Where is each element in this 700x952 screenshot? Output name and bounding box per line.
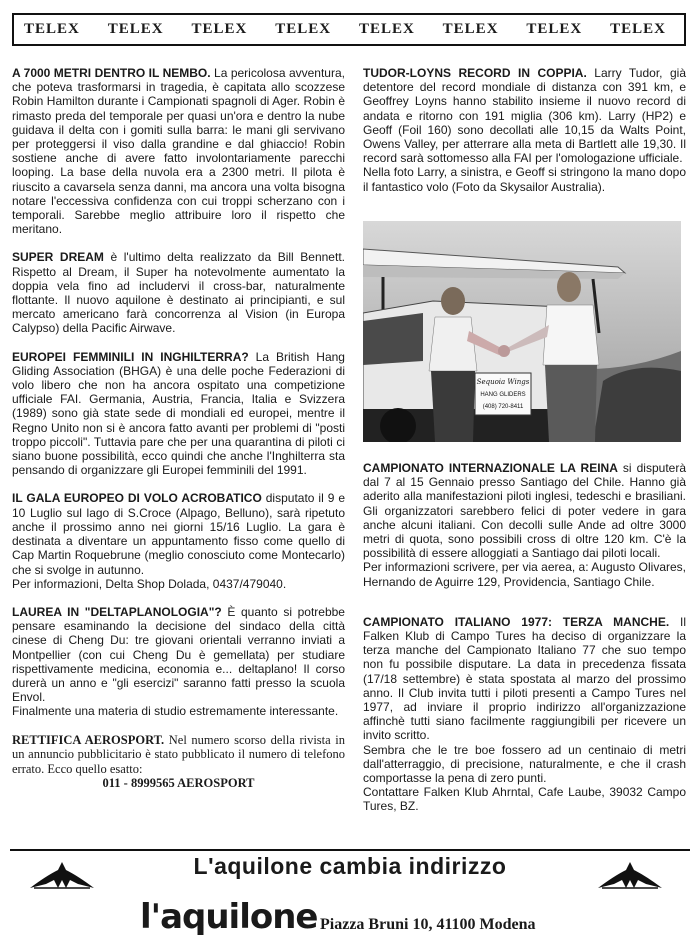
article-super-dream <box>12 250 345 335</box>
article-body: La British Hang Gliding Association (BHGA) è una delle poche Federazioni di volo libero che non ha ancora ospitato una competizione ufficiale FAI. Germania, Austria, Francia, Italia e Svizzera (1989) sono già state sede di mondiali ed europei, mentre il Regno Unito non si è ancora fatto avanti per problemi di "posti troppo piccoli". Tuttavia pare che per una quarantina di piloti ci siano buone possibilità, ecco quindi che anche l'Inghilterra sta pensando di organizzare gli Europei femminili del 1991. <box>12 349 345 478</box>
photo-pilots-handshake <box>363 221 681 442</box>
telex-header-bar <box>12 13 686 46</box>
article-la-reina <box>363 461 686 589</box>
right-column-top <box>363 66 686 208</box>
photo-caption: Nella foto Larry, a sinistra, e Geoff si stringono la mano dopo il fantastico volo (Foto da Skysailor Australia). <box>363 165 686 194</box>
article-deltaplanologia <box>12 605 345 719</box>
article-headline: CAMPIONATO ITALIANO 1977: TERZA MANCHE. <box>363 614 670 629</box>
telex-label: TELEX <box>442 21 499 37</box>
article-body: Nel numero scorso della rivista in un annuncio pubblicitario è stato pubblicato il numero di telefono errato. Ecco quello esatto: <box>12 732 345 776</box>
article-headline: A 7000 METRI DENTRO IL NEMBO. <box>12 66 211 80</box>
footer-address: Piazza Bruni 10, 41100 Modena <box>320 916 536 933</box>
article-info: Per informazioni scrivere, per via aerea, a: Augusto Olivares, Hernando de Aguirre 129, Providencia, Santiago Chile. <box>363 560 686 589</box>
telex-label: TELEX <box>275 21 332 37</box>
article-body: è l'ultimo delta realizzato da Bill Bennett. Rispetto al Dream, il Super ha notevolmente aumentato la doppia vela fino ad includervi il cross-bar, naturalmente flottante. Il nuovo aquilone è destinato ai principianti, e sul mercato americano farà concorrenza al Vision (in Europa Calypso) della Pacific Airwave. <box>12 250 345 336</box>
article-headline: SUPER DREAM <box>12 250 104 265</box>
article-headline: IL GALA EUROPEO DI VOLO ACROBATICO <box>12 491 262 506</box>
aquilone-logo: l'aquilone <box>140 897 318 937</box>
telex-label: TELEX <box>107 21 164 37</box>
left-column <box>12 66 345 805</box>
article-body: È quanto si potrebbe pensare esaminando la decisione del sindaco della città cinese di Cheng Du: tre giovani orientali verranno inviati a Montpellier (con cui Cheng Du è gemellata) per studiare rispettivamente medicina, economia e... deltaplano! Il corso durerà un anno e "gli esercizi" saranno fatti presso la scuola Envol. <box>12 604 345 705</box>
telex-label: TELEX <box>610 21 666 37</box>
footer-divider <box>10 849 690 851</box>
sign-brand: Sequoia Wings <box>476 378 530 386</box>
photo-illustration <box>363 221 681 442</box>
article-info: Per informazioni, Delta Shop Dolada, 0437/479040. <box>12 576 287 591</box>
article-tudor-loyns <box>363 66 686 194</box>
sign-subtitle: HANG GLIDERS <box>480 392 526 398</box>
article-body: Il Falken Klub di Campo Tures ha deciso di organizzare la terza manche del Campionato Italiano 77 che suo tempo non fu possibile disputare. La data in precedenza fissata (17/18 settembre) è stata spostata al marzo del prossimo anno. Il Club invita tutti i piloti presenti a Campo Tures nel 1977, ad inviare il proprio indirizzo all'organizzazione affinchè tutti siano facilmente raggiungibili per ricevere un invito scritto. <box>363 614 686 743</box>
article-campionato-italiano <box>363 615 686 814</box>
article-nembo <box>12 66 345 236</box>
telex-label: TELEX <box>24 21 80 37</box>
article-headline: RETTIFICA AEROSPORT. <box>12 732 165 747</box>
article-contact: Contattare Falken Klub Ahrntal, Cafe Laube, 39032 Campo Tures, BZ. <box>363 785 686 814</box>
telex-label: TELEX <box>191 21 248 37</box>
article-gala-acrobatico <box>12 491 345 590</box>
telex-label: TELEX <box>358 21 415 37</box>
article-headline: LAUREA IN "DELTAPLANOLOGIA"? <box>12 604 222 619</box>
phone-number: 011 - 8999565 AEROSPORT <box>102 776 255 791</box>
article-closing: Finalmente una materia di studio estremamente interessante. <box>12 704 339 719</box>
article-body: Larry Tudor, già detentore del record mondiale di distanza con 391 km, e Geoffrey Loyns hanno stabilito insieme il nuovo record di andata e ritorno con 191 miglia (306 km). Larry (HP2) e Geoff (Foil 160) sono decollati alle 10,15 da Walts Point, Owens Valley, per atterrare alla meta di Bartlett alle 19,30. Il record sarà sottomesso alla FAI per l'omologazione ufficiale. <box>363 66 686 166</box>
sign-phone: (408) 720-8411 <box>482 404 524 410</box>
article-body: disputato il 9 e 10 Luglio sul lago di S.Croce (Alpago, Belluno), sarà ripetuto anche il prossimo anno nei giorni 15/16 Luglio. La gara è destinata a diventare un appuntamento fisso come quello di Cap Martin Roquebrune (meglio conosciuto come Montecarlo) che si svolge in autunno. <box>12 491 346 577</box>
article-rettifica <box>12 733 345 791</box>
telex-label: TELEX <box>526 21 583 37</box>
article-headline: TUDOR-LOYNS RECORD IN COPPIA. <box>363 66 587 80</box>
article-body: La pericolosa avventura, che poteva trasformarsi in tragedia, è capitata allo scozzese Robin Hamilton durante i Campionati spagnoli di Ager. Robin è rimasto preda del temporale per quasi un'ora e dentro la nube guidava il delta con i gomiti sulla barra: le mani gli servivano per proteggersi il viso dalla grandine e dal ghiaccio! Robin sostiene anche di avere fatto involontariamente parecchi looping. La base della nuvola era a 2300 metri. Il pilota è riuscito a cavarsela senza danni, ma ancora una volta bisogna notare l'eccessiva confidenza con cui troppi scherzano con i temporali. Sarebbe meglio attribuire loro il rispetto che meritano. <box>12 66 345 237</box>
article-headline: CAMPIONATO INTERNAZIONALE LA REINA <box>363 461 618 475</box>
footer-title: L'aquilone cambia indirizzo <box>193 853 507 879</box>
article-europei-femminili <box>12 350 345 478</box>
article-body: si disputerà dal 7 al 15 Gennaio presso Santiago del Chile. Hanno già aderito alla manifestazioni piloti inglesi, tedeschi e brasiliani. Gli organizzatori sarebbero felici di poter vedere in gara anche alcuni italiani. Con decolli sulle Ande ad oltre 3000 metri di quota, sono possibili cross di oltre 120 km. C'è la possibilità di essere alloggiati a Santiago dai piloti locali. <box>363 461 686 561</box>
article-headline: EUROPEI FEMMINILI IN INGHILTERRA? <box>12 349 249 364</box>
article-extra: Sembra che le tre boe fossero ad un centinaio di metri dall'atterraggio, di precisione, naturalmente, e che il crash comportasse la pena di zero punti. <box>363 742 686 786</box>
right-column-bottom <box>363 461 686 828</box>
